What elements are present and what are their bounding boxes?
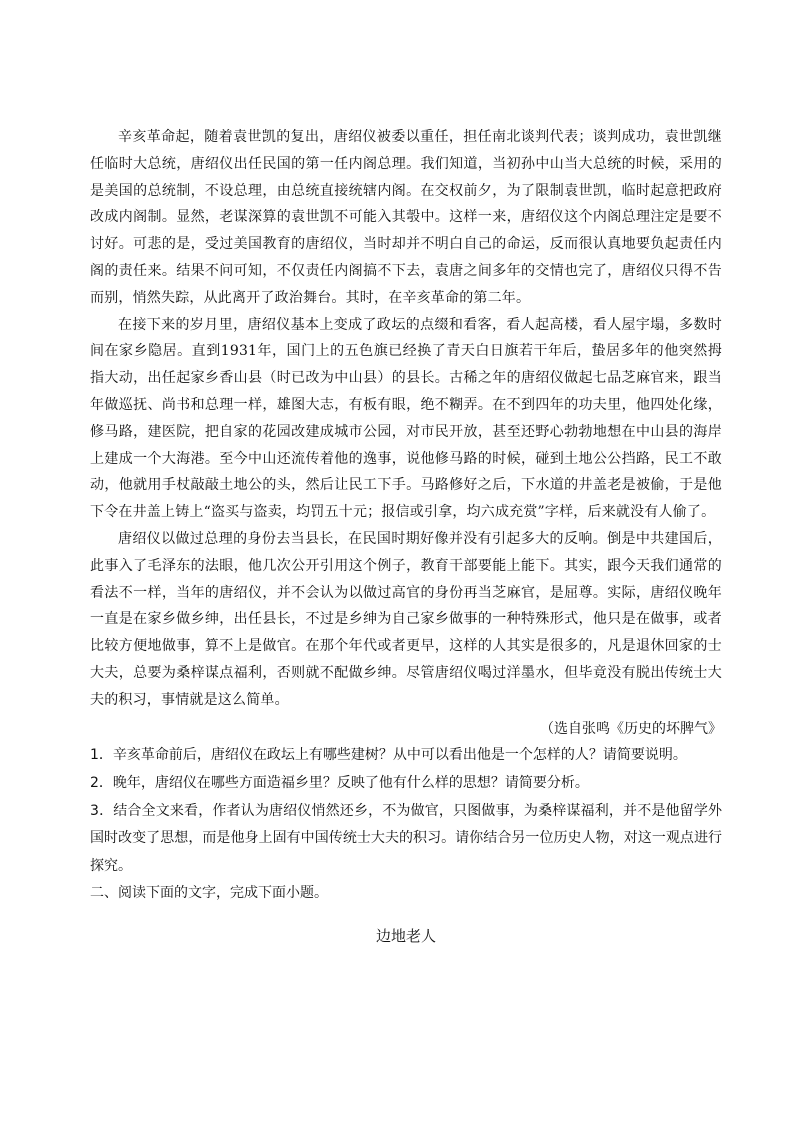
passage-paragraph-3: 唐绍仪以做过总理的身份去当县长，在民国时期好像并没有引起多大的反响。倒是中共建国后，此事入了毛泽东的法眼，他几次公开引用这个例子，教育干部要能上能下。其实，跟今天我们通常的看法不一样，当年的唐绍仪，并不会认为以做过高官的身份再当芝麻官，是屈尊。实际，唐绍仪晚年一直是在家乡做乡绅，出任县长，不过是乡绅为自己家乡做事的一种特殊形式，他只是在做事，或者比较方便地做事，算不上是做官。在那个年代或者更早，这样的人其实是很多的，凡是退休回家的士大夫，总要为桑梓谋点福利，否则就不配做乡绅。尽管唐绍仪喝过洋墨水，但毕竟没有脱出传统士大夫的积习，事情就是这么简单。 — [90, 530, 722, 708]
passage-paragraph-2: 在接下来的岁月里，唐绍仪基本上变成了政坛的点缀和看客，看人起高楼，看人屋宇塌，多数时间在家乡隐居。直到1931年，国门上的五色旗已经换了青天白日旗若干年后，蛰居多年的他突然拇指大动，出任起家乡香山县（时已改为中山县）的县长。古稀之年的唐绍仪做起七品芝麻官来，跟当年做巡抚、尚书和总理一样，雄图大志，有板有眼，绝不糊弄。在不到四年的功夫里，他四处化缘，修马路，建医院，把自家的花园改建成城市公园，对市民开放，甚至还野心勃勃地想在中山县的海岸上建成一个大海港。至今中山还流传着他的逸事，说他修马路的时候，碰到土地公公挡路，民工不敢动，他就用手杖敲敲土地公的头，然后让民工下手。马路修好之后，下水道的井盖老是被偷，于是他下令在井盖上铸上“盗买与盗卖，均罚五十元；报信或引拿，均六成充赏”字样，后来就没有人偷了。 — [90, 316, 722, 521]
section-instruction: 二、阅读下面的文字，完成下面小题。 — [90, 885, 328, 902]
passage-source: （选自张鸣《历史的坏脾气》 — [540, 720, 722, 737]
document-page — [90, 124, 722, 948]
question-3: 3．结合全文来看，作者认为唐绍仪悄然还乡，不为做官，只图做事，为桑梓谋福利，并不是他留学外国时改变了思想，而是他身上固有中国传统士大夫的积习。请你结合另一位历史人物，对这一观点进行探究。 — [90, 802, 722, 874]
question-1: 1．辛亥革命前后，唐绍仪在政坛上有哪些建树？从中可以看出他是一个怎样的人？请简要说明。 — [90, 747, 687, 764]
question-list — [90, 742, 722, 908]
question-2: 2．晚年，唐绍仪在哪些方面造福乡里？反映了他有什么样的思想？请简要分析。 — [90, 774, 589, 791]
next-passage-title: 边地老人 — [375, 926, 436, 945]
passage-paragraph-1: 辛亥革命起，随着袁世凯的复出，唐绍仪被委以重任，担任南北谈判代表；谈判成功，袁世凯继任临时大总统，唐绍仪出任民国的第一任内阁总理。我们知道，当初孙中山当大总统的时候，采用的是美国的总统制，不设总理，由总统直接统辖内阁。在交权前夕，为了限制袁世凯，临时起意把政府改成内阁制。显然，老谋深算的袁世凯不可能入其彀中。这样一来，唐绍仪这个内阁总理注定是要不讨好。可悲的是，受过美国教育的唐绍仪，当时却并不明白自己的命运，反而很认真地要负起责任内阁的责任来。结果不问可知，不仅责任内阁搞不下去，袁唐之间多年的交情也完了，唐绍仪只得不告而别，悄然失踪，从此离开了政治舞台。其时，在辛亥革命的第二年。 — [90, 129, 722, 306]
